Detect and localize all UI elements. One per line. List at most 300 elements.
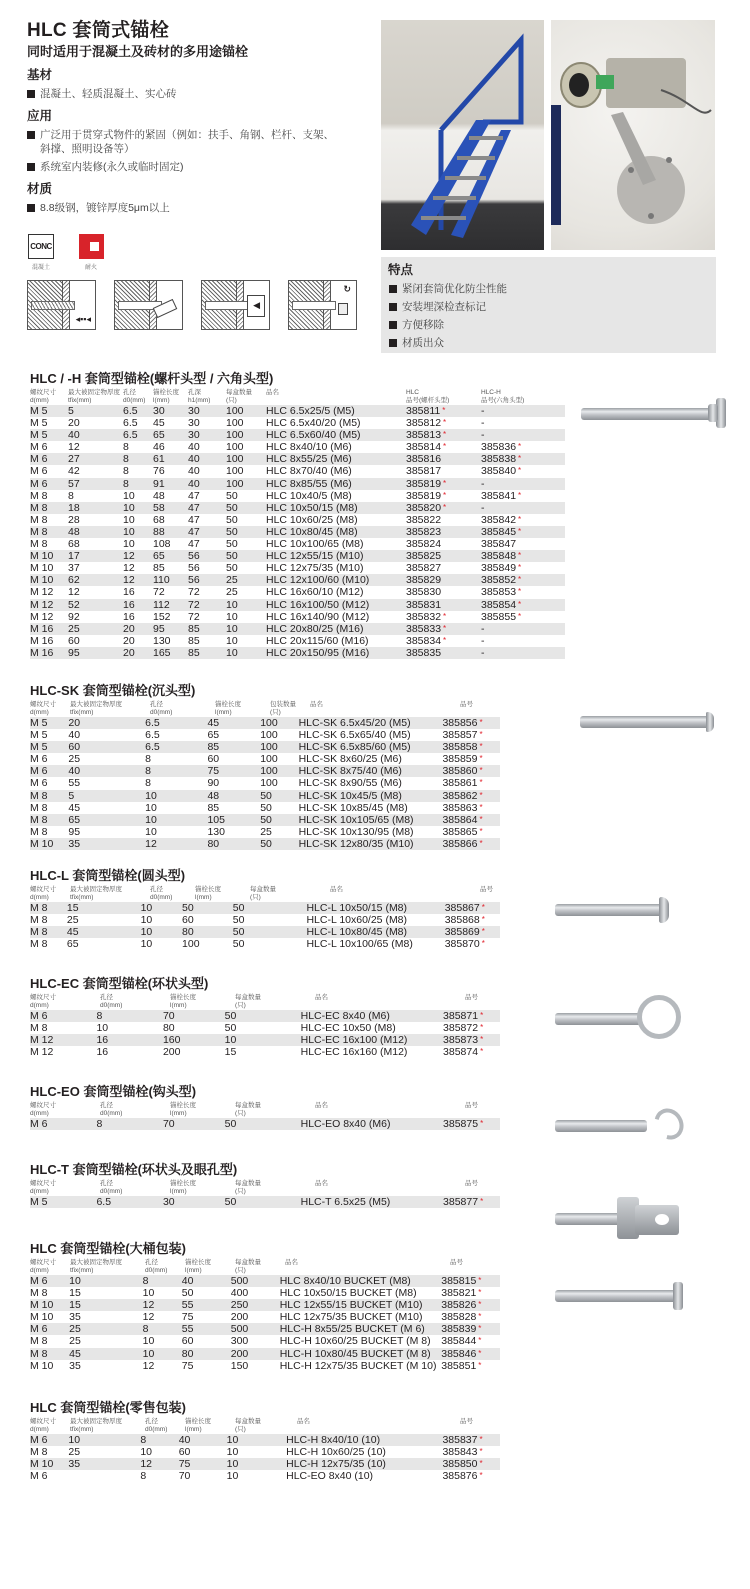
column-header: 每盒数量 (只) <box>226 389 252 404</box>
table-cell <box>153 478 188 490</box>
cell-value: M 8 <box>30 501 48 514</box>
cell-value: 385867 <box>444 902 480 914</box>
cell-value: HLC-SK 8x90/55 (M6) <box>298 777 402 790</box>
cell-value: 385822 <box>406 513 442 526</box>
cell-value: M 10 <box>30 574 54 587</box>
table-cell <box>30 1287 69 1299</box>
cell-value: 20 <box>123 634 135 647</box>
table-section-hlc-bucket <box>30 1241 510 1372</box>
table-cell <box>227 1470 286 1482</box>
table-cell <box>30 635 68 647</box>
cell-value: 385866 <box>442 837 478 850</box>
table-row <box>30 1323 500 1335</box>
cell-value: 10 <box>145 813 157 826</box>
column-header: 品名 <box>310 701 323 708</box>
cell-value: 47 <box>188 513 200 526</box>
installation-steps <box>27 280 357 330</box>
table-cell <box>68 562 123 574</box>
table-row <box>30 574 565 586</box>
cell-value: 40 <box>68 765 81 778</box>
cell-value: 56 <box>188 562 200 575</box>
column-header: 品号 <box>450 1259 463 1266</box>
cell-value: 385854 <box>481 598 517 611</box>
hlc-ec-eye-anchor-image <box>555 995 685 1040</box>
table-cell <box>266 478 406 490</box>
column-header: 品号 <box>465 1180 478 1187</box>
table-header <box>30 886 540 902</box>
table-cell <box>207 753 260 765</box>
cell-value: 385819 <box>406 477 442 490</box>
cell-value: 8 <box>96 1118 103 1130</box>
table-cell <box>188 635 226 647</box>
table-cell <box>441 1335 500 1347</box>
table-cell <box>445 902 500 914</box>
cell-value: 100 <box>260 729 278 742</box>
table-section-hlc-eo <box>30 1084 525 1130</box>
table-cell <box>266 574 406 586</box>
cell-value: 15 <box>224 1046 237 1059</box>
cell-value: 385863 <box>442 801 478 814</box>
table-cell <box>188 526 226 538</box>
table-cell <box>68 429 123 441</box>
table-cell <box>207 777 260 789</box>
base-material-item: 混凝土、轻质混凝土、实心砖 <box>27 87 377 101</box>
table-cell <box>299 802 443 814</box>
table-row <box>30 938 500 950</box>
cell-value: HLC-H 10x60/25 (10) <box>286 1446 386 1459</box>
table-cell <box>163 1022 225 1034</box>
cell-value: 500 <box>230 1275 249 1287</box>
table-cell <box>188 502 226 514</box>
cell-value: 130 <box>207 825 225 838</box>
cell-value: 30 <box>188 405 200 417</box>
hlc-t-eye-plate-anchor-image <box>555 1197 685 1242</box>
column-header: 孔径 d0(mm) <box>100 1180 123 1195</box>
table-cell <box>226 611 266 623</box>
table-cell <box>123 611 153 623</box>
table-cell <box>68 502 123 514</box>
table-cell <box>30 1434 68 1446</box>
cell-value: M 10 <box>30 1299 54 1312</box>
table-cell <box>406 586 481 598</box>
table-cell <box>481 611 541 623</box>
cell-value: 40 <box>188 477 200 490</box>
table-row <box>30 1196 500 1208</box>
cell-value: 75 <box>207 765 220 778</box>
table-cell <box>231 1299 280 1311</box>
table-row <box>30 1275 500 1287</box>
cell-value: 50 <box>226 513 238 526</box>
column-header: 螺纹尺寸 d(mm) <box>30 1418 56 1433</box>
table-cell <box>30 405 68 417</box>
cell-value: M 8 <box>30 914 48 927</box>
cell-value: 10 <box>145 789 157 802</box>
table-cell <box>266 405 406 417</box>
table-cell <box>68 1458 140 1470</box>
table-cell <box>227 1446 286 1458</box>
column-header: 最大被固定物厚度 tfix(mm) <box>70 701 122 716</box>
cell-value: M 6 <box>30 1434 48 1446</box>
table-cell <box>68 441 123 453</box>
cell-value: - <box>481 646 485 659</box>
cell-value: 10 <box>145 825 157 838</box>
cell-value: 25 <box>260 825 272 838</box>
cell-value: 8 <box>140 1470 147 1483</box>
cell-value: 100 <box>260 777 278 790</box>
table-cell <box>481 599 541 611</box>
table-cell <box>69 1287 142 1299</box>
table-cell <box>266 417 406 429</box>
cell-value: 40 <box>188 441 200 454</box>
column-header: 品名 <box>285 1259 298 1266</box>
column-header: 孔径 d0(mm) <box>100 994 123 1009</box>
cell-value: 70 <box>162 1118 175 1130</box>
table-cell <box>481 441 541 453</box>
cell-value: 15 <box>66 902 79 914</box>
table-cell <box>226 623 266 635</box>
cell-value: 385812 <box>406 417 442 430</box>
cell-value: 16 <box>96 1034 109 1047</box>
approval-fire <box>77 234 105 271</box>
table-cell <box>443 1010 500 1022</box>
table-row <box>30 717 500 729</box>
column-header: 最大被固定物厚度 tfix(mm) <box>70 1259 122 1274</box>
table-cell <box>30 453 68 465</box>
table-cell <box>68 729 145 741</box>
cell-value: 10 <box>123 501 135 514</box>
table-cell <box>68 826 145 838</box>
cell-value: HLC-T 6.5x25 (M5) <box>300 1196 391 1208</box>
table-cell <box>123 635 153 647</box>
table-cell <box>266 550 406 562</box>
table-cell <box>145 814 207 826</box>
cell-value: 385821 <box>441 1287 477 1300</box>
table-cell <box>286 1434 442 1446</box>
cell-value: 20 <box>68 417 80 430</box>
cell-value: 12 <box>142 1311 155 1324</box>
table-cell <box>153 611 188 623</box>
table-cell <box>226 478 266 490</box>
cell-value: M 8 <box>30 1022 48 1035</box>
table-cell <box>481 550 541 562</box>
cell-value: M 5 <box>30 405 48 417</box>
table-cell <box>260 741 298 753</box>
column-header: 品名 <box>315 994 328 1001</box>
table-cell <box>68 417 123 429</box>
cell-value: 25 <box>69 1335 81 1348</box>
table-cell <box>153 417 188 429</box>
table-cell <box>145 765 207 777</box>
table-row <box>30 902 500 914</box>
table-cell <box>143 1348 182 1360</box>
cell-value: 48 <box>68 525 80 538</box>
column-header: 品名 <box>297 1418 310 1425</box>
table-cell <box>182 938 233 950</box>
cell-value: 58 <box>153 501 165 514</box>
features-heading: 特点 <box>388 263 414 277</box>
table-cell <box>145 741 207 753</box>
column-header: 品号 <box>480 886 493 893</box>
cell-value: M 6 <box>30 1470 48 1483</box>
cell-value: 385850 <box>442 1458 478 1471</box>
table-cell <box>68 465 123 477</box>
table-cell <box>123 478 153 490</box>
cell-value: HLC 12x100/60 (M10) <box>266 574 370 587</box>
table-cell <box>123 514 153 526</box>
cell-value: 385861 <box>442 777 478 790</box>
table-cell <box>260 753 298 765</box>
new-item-star-icon: * <box>443 442 447 452</box>
cell-value: 10 <box>140 1446 152 1459</box>
table-cell <box>145 826 207 838</box>
table-cell <box>442 1434 500 1446</box>
table-cell <box>153 586 188 598</box>
table-cell <box>30 538 68 550</box>
table-cell <box>266 502 406 514</box>
cell-value: 47 <box>188 525 200 538</box>
table-row <box>30 623 565 635</box>
cell-value: 60 <box>207 753 220 766</box>
cell-value: M 8 <box>30 538 48 551</box>
table-cell <box>443 1046 500 1058</box>
table-cell <box>231 1275 280 1287</box>
cell-value: 385858 <box>442 741 478 754</box>
table-cell <box>145 729 207 741</box>
table-row <box>30 741 500 753</box>
table-cell <box>188 611 226 623</box>
table-cell <box>123 526 153 538</box>
table-cell <box>306 938 444 950</box>
cell-value: 500 <box>230 1323 249 1336</box>
cell-value: 47 <box>188 501 200 514</box>
table-cell <box>233 926 307 938</box>
cell-value: 385841 <box>481 489 517 502</box>
features-panel <box>381 257 716 353</box>
table-row <box>30 586 565 598</box>
cell-value: 27 <box>68 453 80 466</box>
table-row <box>30 502 565 514</box>
cell-value: 56 <box>188 550 200 563</box>
table-cell <box>123 647 153 659</box>
table-cell <box>141 926 182 938</box>
table-cell <box>30 623 68 635</box>
column-header: 品号 <box>465 1102 478 1109</box>
cell-value: 385870 <box>444 938 480 951</box>
table-cell <box>481 526 541 538</box>
cell-value: 100 <box>182 938 200 951</box>
table-row <box>30 465 565 477</box>
cell-value: M 6 <box>30 1323 48 1336</box>
hammer-arrow: ◀ <box>253 300 260 310</box>
table-cell <box>441 1287 500 1299</box>
cell-value: 385831 <box>406 598 442 611</box>
cell-value: 12 <box>140 1458 152 1471</box>
table-cell <box>96 1196 162 1208</box>
cell-value: 65 <box>68 813 81 826</box>
cell-value: - <box>481 501 485 514</box>
table-row <box>30 526 565 538</box>
table-cell <box>123 538 153 550</box>
cell-value: 35 <box>68 837 81 850</box>
new-item-star-icon: * <box>479 1459 483 1469</box>
table-cell <box>30 1446 68 1458</box>
new-item-star-icon: * <box>478 1360 482 1370</box>
table-cell <box>68 838 145 850</box>
cell-value: 76 <box>153 465 165 478</box>
cell-value: 100 <box>226 429 244 442</box>
table-cell <box>406 465 481 477</box>
table-cell <box>188 574 226 586</box>
cell-value: 10 <box>142 1335 155 1348</box>
table-cell <box>266 647 406 659</box>
table-cell <box>481 417 541 429</box>
cell-value: 5 <box>68 405 74 417</box>
cell-value: 50 <box>224 1196 237 1208</box>
stair-railing-photo <box>381 20 544 250</box>
table-cell <box>68 647 123 659</box>
new-item-star-icon: * <box>443 502 447 512</box>
column-header: 品名 <box>330 886 343 893</box>
table-cell <box>301 1046 443 1058</box>
table-cell <box>123 429 153 441</box>
cell-value: 385840 <box>481 465 517 478</box>
table-cell <box>441 1275 500 1287</box>
cell-value: 72 <box>153 586 165 599</box>
new-item-star-icon: * <box>478 1288 482 1298</box>
new-item-star-icon: * <box>479 778 483 788</box>
new-item-star-icon: * <box>443 490 447 500</box>
cell-value: 60 <box>181 1335 194 1348</box>
table-cell <box>188 405 226 417</box>
new-item-star-icon: * <box>443 635 447 645</box>
table-cell <box>30 429 68 441</box>
table-cell <box>226 429 266 441</box>
table-row <box>30 478 565 490</box>
table-cell <box>69 1360 142 1372</box>
table-cell <box>30 753 68 765</box>
table-row <box>30 490 565 502</box>
cell-value: 6.5 <box>123 417 138 430</box>
table-cell <box>299 717 443 729</box>
new-item-star-icon: * <box>479 1471 483 1481</box>
table-cell <box>30 741 68 753</box>
cell-value: HLC 16x140/90 (M12) <box>266 610 370 623</box>
table-cell <box>306 926 444 938</box>
table-cell <box>286 1458 442 1470</box>
table-row <box>30 611 565 623</box>
table-title: HLC-EC 套筒型锚栓(环状头型) <box>30 976 209 991</box>
cell-value: 50 <box>226 538 238 551</box>
cell-value: 10 <box>140 914 153 927</box>
table-row <box>30 1287 500 1299</box>
cell-value: 30 <box>162 1196 175 1208</box>
cell-value: 60 <box>68 634 80 647</box>
table-cell <box>67 914 141 926</box>
table-cell <box>30 902 67 914</box>
cell-value: 385868 <box>444 914 480 927</box>
table-cell <box>406 635 481 647</box>
cell-value: 385857 <box>442 729 478 742</box>
table-cell <box>225 1046 301 1058</box>
new-item-star-icon: * <box>480 1197 484 1206</box>
table-cell <box>299 814 443 826</box>
table-row <box>30 1311 500 1323</box>
table-cell <box>69 1335 142 1347</box>
new-item-star-icon: * <box>479 826 483 836</box>
cell-value: HLC 20x80/25 (M16) <box>266 622 364 635</box>
table-row <box>30 1010 500 1022</box>
cell-value: 95 <box>68 646 80 659</box>
table-cell <box>30 441 68 453</box>
cell-value: 8 <box>142 1323 149 1336</box>
table-cell <box>406 599 481 611</box>
table-row <box>30 802 500 814</box>
table-cell <box>280 1323 442 1335</box>
table-cell <box>226 465 266 477</box>
table-cell <box>226 574 266 586</box>
cell-value: 50 <box>181 1287 194 1300</box>
cell-value: M 8 <box>30 801 48 814</box>
table-cell <box>481 502 541 514</box>
table-cell <box>260 802 298 814</box>
new-item-star-icon: * <box>518 514 522 524</box>
column-header: 孔径 d0(mm) <box>145 1259 168 1274</box>
table-cell <box>30 1360 69 1372</box>
cell-value: 30 <box>188 417 200 430</box>
table-cell <box>299 729 443 741</box>
table-cell <box>226 405 266 417</box>
table-row <box>30 1458 500 1470</box>
table-cell <box>406 611 481 623</box>
table-cell <box>30 838 68 850</box>
column-header: 品号 <box>465 994 478 1001</box>
table-cell <box>141 938 182 950</box>
table-cell <box>30 562 68 574</box>
table-cell <box>143 1311 182 1323</box>
cell-value: 385824 <box>406 538 442 551</box>
cell-value: 18 <box>68 501 80 514</box>
table-row <box>30 1299 500 1311</box>
cell-value: 80 <box>181 1347 194 1360</box>
table-cell <box>286 1446 442 1458</box>
cell-value: 385834 <box>406 634 442 647</box>
cell-value: 95 <box>68 825 81 838</box>
hlc-hex-head-anchor-image <box>578 398 718 428</box>
drill-step-icon <box>27 280 96 330</box>
cell-value: 91 <box>153 477 165 490</box>
cell-value: HLC-L 10x100/65 (M8) <box>306 938 413 951</box>
table-cell <box>123 623 153 635</box>
cell-value: HLC 20x115/60 (M16) <box>266 634 369 647</box>
cell-value: M 8 <box>30 1347 48 1360</box>
table-cell <box>299 838 443 850</box>
table-cell <box>67 938 141 950</box>
cell-value: 10 <box>96 1022 109 1035</box>
new-item-star-icon: * <box>518 442 522 452</box>
cell-value: 10 <box>224 1034 237 1047</box>
table-cell <box>188 478 226 490</box>
table-cell <box>299 765 443 777</box>
cell-value: 385828 <box>441 1311 477 1324</box>
cell-value: 385846 <box>441 1347 477 1360</box>
table-row <box>30 926 500 938</box>
cell-value: HLC-H 12x75/35 BUCKET (M 10) <box>279 1359 437 1372</box>
cell-value: 50 <box>224 1118 237 1130</box>
cell-value: HLC-SK 10x45/5 (M8) <box>298 789 402 802</box>
cell-value: HLC-H 12x75/35 (10) <box>286 1458 386 1471</box>
cell-value: 10 <box>226 1470 239 1483</box>
table-cell <box>182 1287 231 1299</box>
